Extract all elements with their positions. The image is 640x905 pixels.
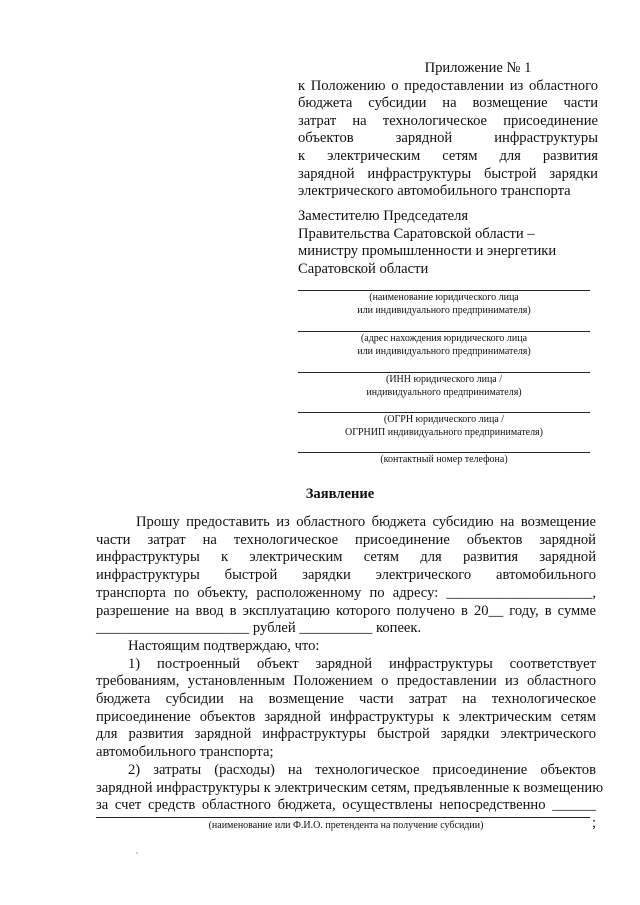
body-line: инфраструктуры к электрическим сетям для развития зарядной — [96, 549, 596, 566]
fill-line — [298, 452, 590, 453]
fill-line — [298, 372, 590, 373]
body-line: 2) затраты (расходы) на технологическое присоединение объектов — [128, 761, 596, 778]
field-caption: или индивидуального предпринимателя) — [357, 346, 531, 357]
body-line: Настоящим подтверждаю, что: — [128, 637, 320, 654]
appendix-line: зарядной инфраструктуры быстрой зарядки — [298, 165, 598, 182]
addressee-block — [298, 208, 598, 278]
appendix-line: объектов зарядной инфраструктуры — [298, 130, 598, 147]
appendix-line: к электрическим сетям для развития — [298, 147, 598, 164]
body-line: за счет средств областного бюджета, осуществлены непосредственно ______ — [96, 797, 596, 814]
fill-line — [298, 290, 590, 291]
field-caption: (контактный номер телефона) — [380, 454, 508, 465]
fill-line — [298, 412, 590, 413]
body-line: _____________________ рублей __________ копеек. — [96, 620, 422, 637]
appendix-line: затрат на технологическое присоединение — [298, 112, 598, 129]
body-line-end: ; — [591, 814, 596, 831]
body-line: Прошу предоставить из областного бюджета субсидию на возмещение — [136, 514, 596, 530]
body-line: транспорта по объекту, расположенному по адресу: ____________________, — [96, 584, 596, 601]
body-line: для развития зарядной инфраструктуры быстрой зарядки электрического — [96, 726, 596, 743]
body-line: зарядной инфраструктуры к электрическим сетям, предъявленные к возмещению — [96, 779, 604, 796]
application-body — [96, 514, 604, 833]
body-line: инфраструктуры быстрой зарядки электрического автомобильного — [96, 567, 596, 584]
addressee-line: Правительства Саратовской области – — [298, 225, 535, 242]
field-caption: (ОГРН юридического лица / — [383, 414, 505, 425]
field-caption: ОГРНИП индивидуального предпринимателя) — [344, 427, 543, 438]
body-line: автомобильного транспорта; — [96, 744, 274, 761]
appendix-line: бюджета субсидии на возмещение части — [298, 95, 598, 112]
body-line: бюджета субсидии на возмещение части затрат на технологическое — [96, 691, 596, 708]
applicant-inn-field[interactable] — [298, 372, 590, 399]
addressee-line: Саратовской области — [298, 260, 429, 277]
body-line: разрешение на ввод в эксплуатацию которого получено в 20__ году, в сумме — [96, 602, 596, 619]
applicant-address-field[interactable] — [298, 331, 590, 358]
addressee-line: Заместителю Председателя — [298, 208, 469, 224]
document-title: Заявление — [305, 486, 375, 502]
applicant-ogrn-field[interactable] — [298, 412, 590, 439]
field-caption: (наименование юридического лица — [369, 292, 519, 303]
field-caption: (ИНН юридического лица / — [385, 374, 503, 385]
appendix-number: Приложение № 1 — [424, 60, 532, 76]
field-caption: (адрес нахождения юридического лица — [360, 333, 528, 344]
appendix-line: электрического автомобильного транспорта — [298, 183, 571, 200]
applicant-phone-field[interactable] — [298, 452, 590, 466]
addressee-line: министру промышленности и энергетики — [298, 243, 557, 260]
appendix-line: к Положению о предоставлении из областного — [298, 77, 598, 94]
body-line: части затрат на технологическое присоединение объектов зарядной — [96, 531, 596, 548]
body-line: 1) построенный объект зарядной инфраструктуры соответствует — [128, 655, 596, 672]
field-caption: индивидуального предпринимателя) — [366, 387, 522, 398]
body-line: требованиям, установленным Положением о предоставлении из областного — [96, 673, 596, 690]
scan-speck — [136, 852, 138, 854]
body-line: присоединение объектов зарядной инфраструктуры к электрическим сетям — [96, 708, 596, 725]
field-caption: или индивидуального предпринимателя) — [357, 305, 531, 316]
signature-fill-line[interactable] — [96, 817, 590, 818]
fill-line — [298, 331, 590, 332]
signature-caption: (наименование или Ф.И.О. претендента на получение субсидии) — [208, 820, 484, 831]
appendix-header — [298, 60, 598, 201]
applicant-name-field[interactable] — [298, 290, 590, 317]
